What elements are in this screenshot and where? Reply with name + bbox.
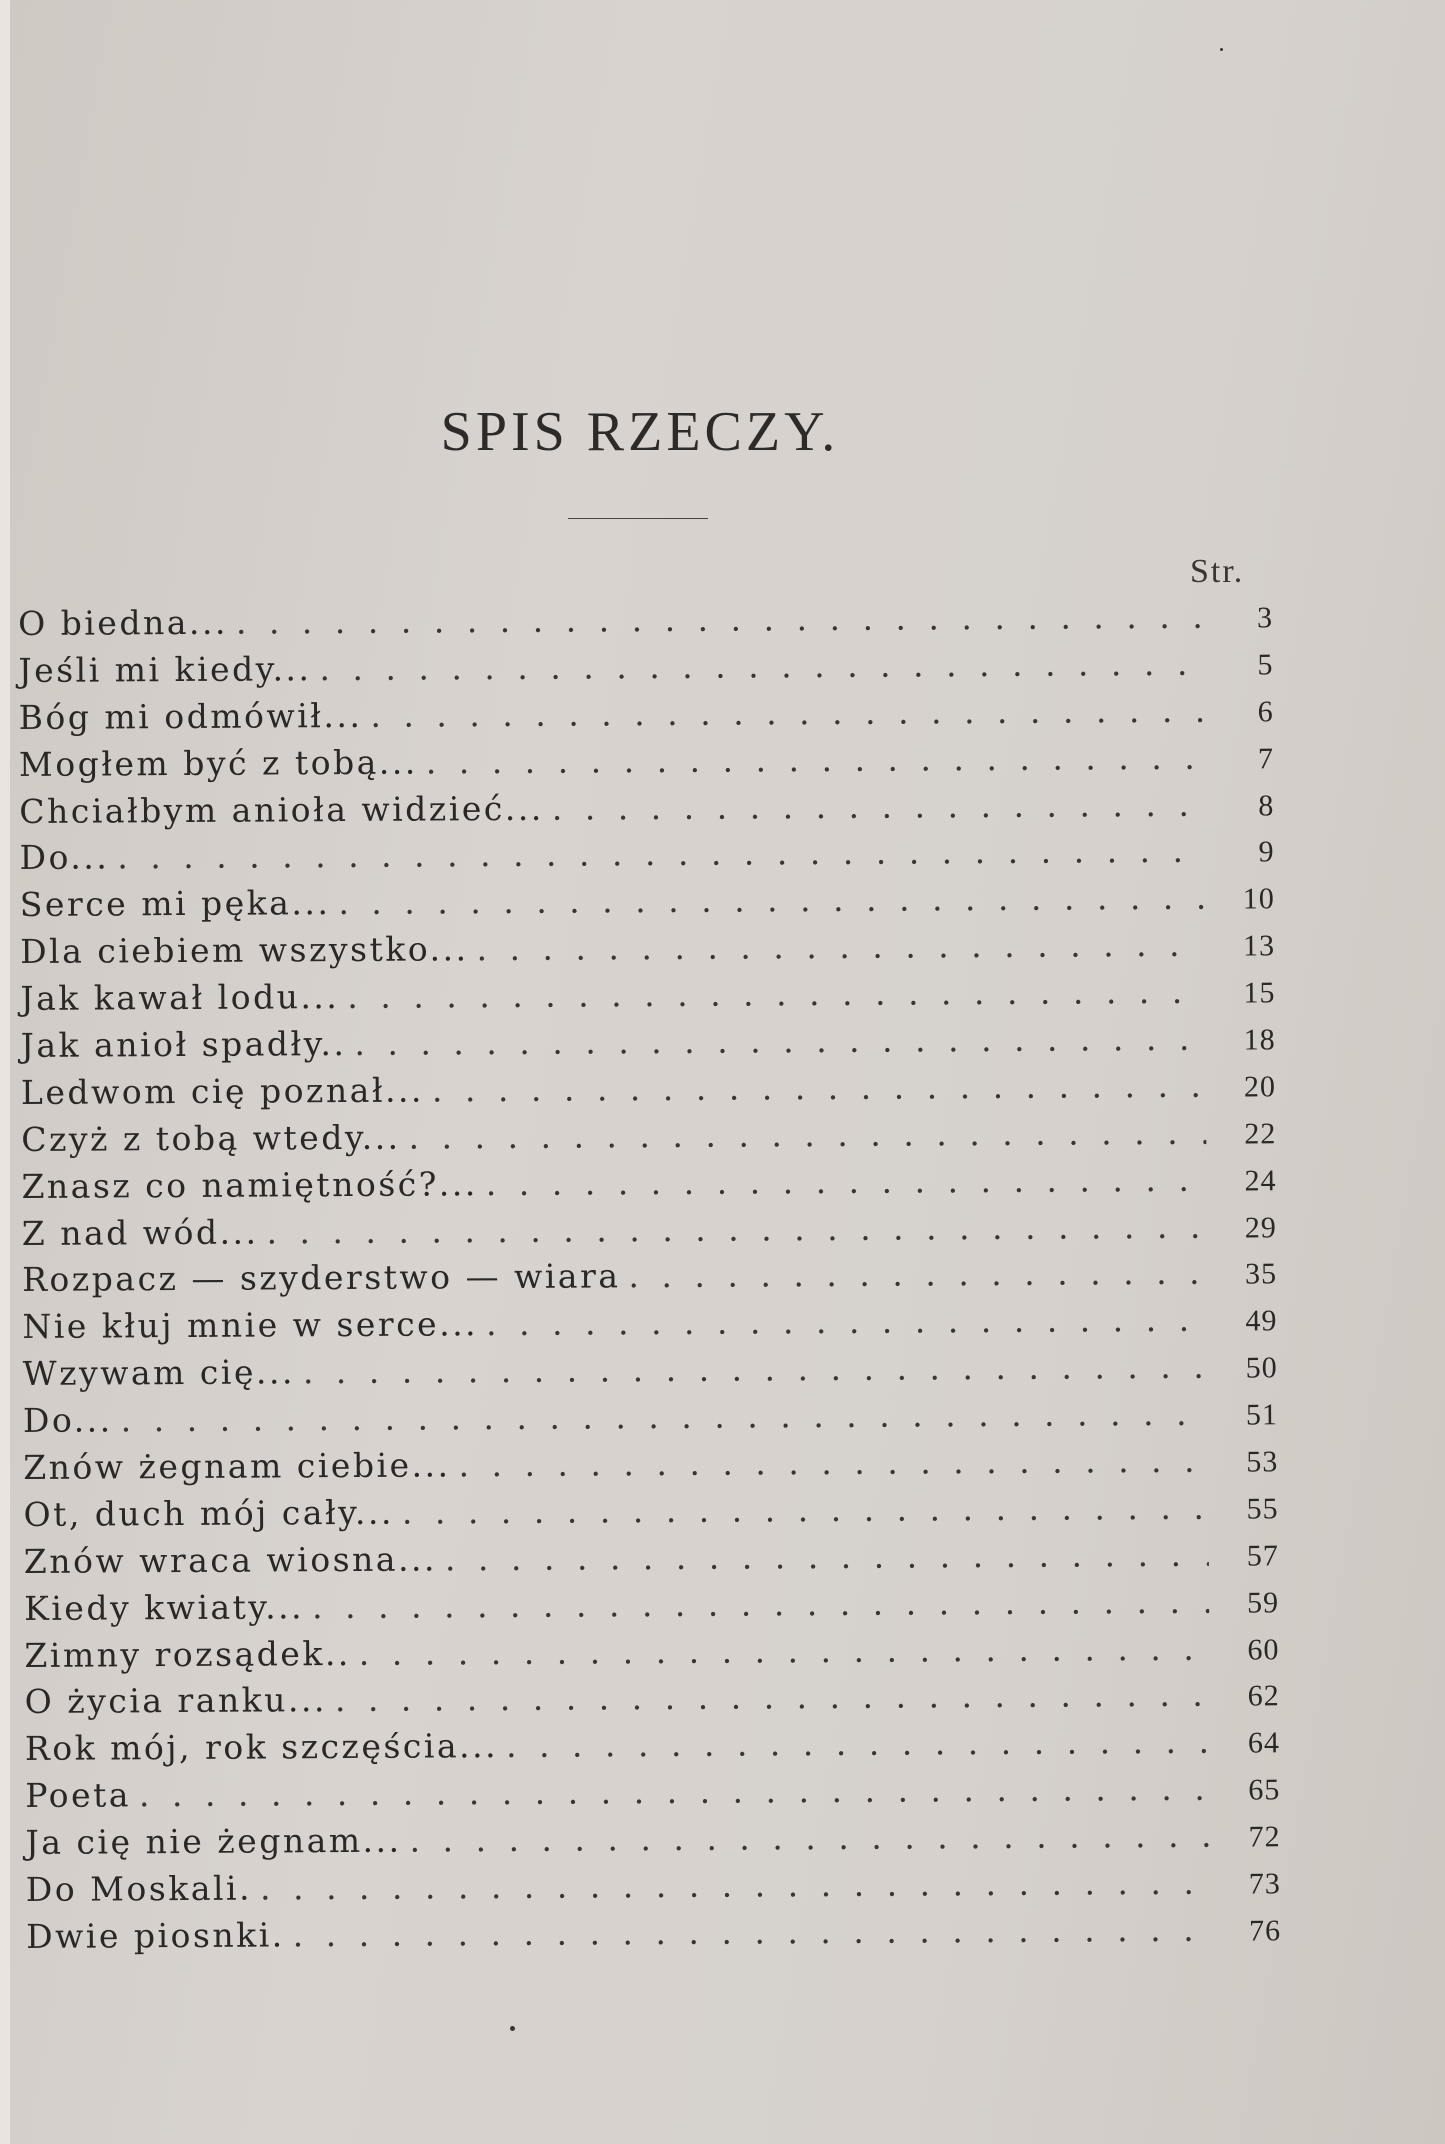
toc-entry-page: 62 [1247, 1679, 1280, 1713]
toc-entry-page: 6 [1257, 695, 1274, 729]
toc-entry [21, 1159, 1276, 1214]
toc-entry-title: Zimny rozsądek.. [24, 1633, 351, 1675]
toc-entry-page: 65 [1248, 1773, 1281, 1807]
toc-entry-title: Do... [22, 1400, 113, 1441]
toc-entry-title: Jak kawał lodu... [20, 977, 340, 1019]
toc-entry-page: 13 [1243, 929, 1276, 963]
toc-entry-title: Nie kłuj mnie w serce... [22, 1304, 479, 1347]
toc-entry [24, 1534, 1279, 1589]
toc-entry [25, 1769, 1280, 1824]
dot-leader [266, 1206, 1207, 1251]
dot-leader [445, 1535, 1209, 1579]
toc-entry-title: Jeśli mi kiedy... [18, 649, 312, 690]
dot-leader [432, 1066, 1206, 1110]
toc-entry [20, 971, 1275, 1026]
toc-entry-title: Z nad wód... [21, 1212, 259, 1253]
toc-entry [21, 1018, 1276, 1073]
toc-entry-title: Poeta [25, 1775, 132, 1816]
toc-entry-page: 15 [1243, 976, 1276, 1010]
toc-entry-page: 8 [1258, 788, 1275, 822]
toc-entry-page: 57 [1246, 1539, 1279, 1573]
dot-leader [354, 1019, 1205, 1063]
toc-entry [25, 1815, 1280, 1870]
dot-leader [370, 691, 1204, 735]
toc-entry [22, 1206, 1277, 1261]
page-title: SPIS RZECZY. [440, 401, 840, 463]
toc-entry-page: 18 [1243, 1023, 1276, 1057]
toc-entry [24, 1628, 1279, 1683]
toc-entry-page: 50 [1245, 1351, 1278, 1385]
toc-entry [18, 643, 1273, 698]
toc-entry-title: Kiedy kwiaty... [24, 1586, 305, 1628]
toc-entry [23, 1487, 1278, 1542]
toc-entry-title: Znasz co namiętność?... [21, 1163, 478, 1206]
toc-entry [26, 1862, 1281, 1917]
toc-entry-page: 9 [1258, 835, 1275, 869]
toc-entry-title: Ot, duch mój cały... [23, 1492, 395, 1534]
toc-entry-title: Mogłem być z tobą... [18, 742, 418, 784]
dot-leader [319, 644, 1203, 688]
toc-entry [21, 1065, 1276, 1120]
toc-entry-title: O życia ranku... [24, 1680, 328, 1722]
dot-leader [303, 1347, 1208, 1392]
toc-entry-page: 59 [1247, 1586, 1280, 1620]
paper-speck [510, 2026, 515, 2031]
dot-leader [486, 1300, 1208, 1343]
toc-entry [23, 1347, 1278, 1402]
toc-entry [22, 1253, 1277, 1308]
toc-entry-title: Znów żegnam ciebie... [23, 1445, 451, 1488]
dot-leader [236, 597, 1203, 642]
toc-entry-title: O biedna... [18, 602, 229, 643]
page-left-edge [0, 0, 10, 2144]
toc-entry-title: Rok mój, rok szczęścia... [24, 1726, 499, 1769]
toc-entry-title: Dwie piosnki. [26, 1915, 285, 1956]
toc-entry-title: Czyż z tobą wtedy... [21, 1117, 401, 1159]
toc-entry-title: Rozpacz — szyderstwo — wiara [22, 1256, 621, 1300]
toc-entry-title: Do Moskali. [25, 1868, 253, 1910]
dot-leader [335, 1675, 1210, 1719]
toc-entry [20, 878, 1275, 933]
toc-entry-title: Wzywam cię... [22, 1352, 296, 1394]
toc-entry [20, 925, 1275, 980]
dot-leader [117, 831, 1204, 877]
toc-entry-page: 76 [1249, 1914, 1282, 1948]
toc-entry [19, 831, 1274, 886]
toc-entry [18, 596, 1273, 651]
dot-leader [486, 1159, 1207, 1202]
dot-leader [409, 1816, 1210, 1860]
dot-leader [476, 925, 1205, 968]
toc-entry-page: 7 [1257, 742, 1275, 776]
title-rule [568, 518, 708, 519]
toc-entry [25, 1722, 1280, 1777]
dot-leader [121, 1394, 1208, 1440]
toc-entry [23, 1393, 1278, 1448]
toc-entry [25, 1675, 1280, 1730]
dot-leader [359, 1628, 1210, 1672]
toc-entry [24, 1581, 1279, 1636]
dot-leader [338, 878, 1205, 922]
toc-entry-page: 3 [1257, 601, 1274, 635]
dot-leader [408, 1113, 1206, 1157]
toc-entry-page: 10 [1242, 882, 1275, 916]
toc-entry-title: Bóg mi odmówił... [18, 695, 363, 737]
toc-entry-page: 51 [1245, 1398, 1279, 1432]
toc-entry-page: 73 [1248, 1867, 1281, 1901]
toc-entry-page: 60 [1247, 1632, 1280, 1667]
toc-entry-page: 55 [1246, 1492, 1279, 1526]
toc-entry [19, 737, 1274, 792]
dot-leader [506, 1722, 1210, 1765]
pages-column-label: Str. [1190, 553, 1245, 590]
toc-entry-title: Znów wraca wiosna... [23, 1539, 438, 1581]
dot-leader [260, 1863, 1211, 1908]
toc-entry-page: 29 [1244, 1210, 1277, 1245]
toc-entry [21, 1112, 1276, 1167]
dot-leader [426, 737, 1204, 781]
toc-entry [23, 1440, 1278, 1495]
toc-entry-page: 49 [1245, 1304, 1278, 1338]
toc-entry [22, 1300, 1277, 1355]
dot-leader [458, 1441, 1208, 1485]
dot-leader [402, 1488, 1209, 1532]
toc-entry-title: Chciałbym anioła widzieć... [19, 788, 544, 831]
toc-entry [26, 1909, 1281, 1964]
dot-leader [139, 1769, 1211, 1815]
toc-entry-page: 72 [1248, 1820, 1281, 1854]
toc-entry-title: Dla ciebiem wszystko... [20, 929, 469, 972]
toc-entry-title: Do... [19, 837, 110, 878]
toc-entry-title: Jak anioł spadły.. [20, 1024, 347, 1066]
table-of-contents [18, 596, 1281, 1963]
toc-entry-title: Ledwom cię poznał... [20, 1070, 425, 1112]
toc-entry-page: 35 [1245, 1257, 1278, 1291]
toc-entry [19, 690, 1274, 745]
toc-entry-page: 5 [1257, 648, 1274, 682]
toc-entry-page: 53 [1246, 1445, 1279, 1479]
toc-entry-page: 24 [1244, 1164, 1277, 1198]
dot-leader [347, 972, 1205, 1016]
toc-entry-page: 64 [1247, 1726, 1281, 1760]
toc-entry-page: 20 [1243, 1070, 1277, 1104]
dot-leader [312, 1581, 1209, 1625]
toc-entry [19, 784, 1274, 839]
toc-entry-title: Ja cię nie żegnam... [25, 1820, 402, 1863]
dot-leader [293, 1910, 1212, 1955]
toc-entry-page: 22 [1244, 1117, 1277, 1151]
paper-speck [1220, 48, 1223, 51]
dot-leader [552, 784, 1205, 827]
dot-leader [628, 1253, 1207, 1296]
toc-entry-title: Serce mi pęka... [19, 883, 331, 925]
